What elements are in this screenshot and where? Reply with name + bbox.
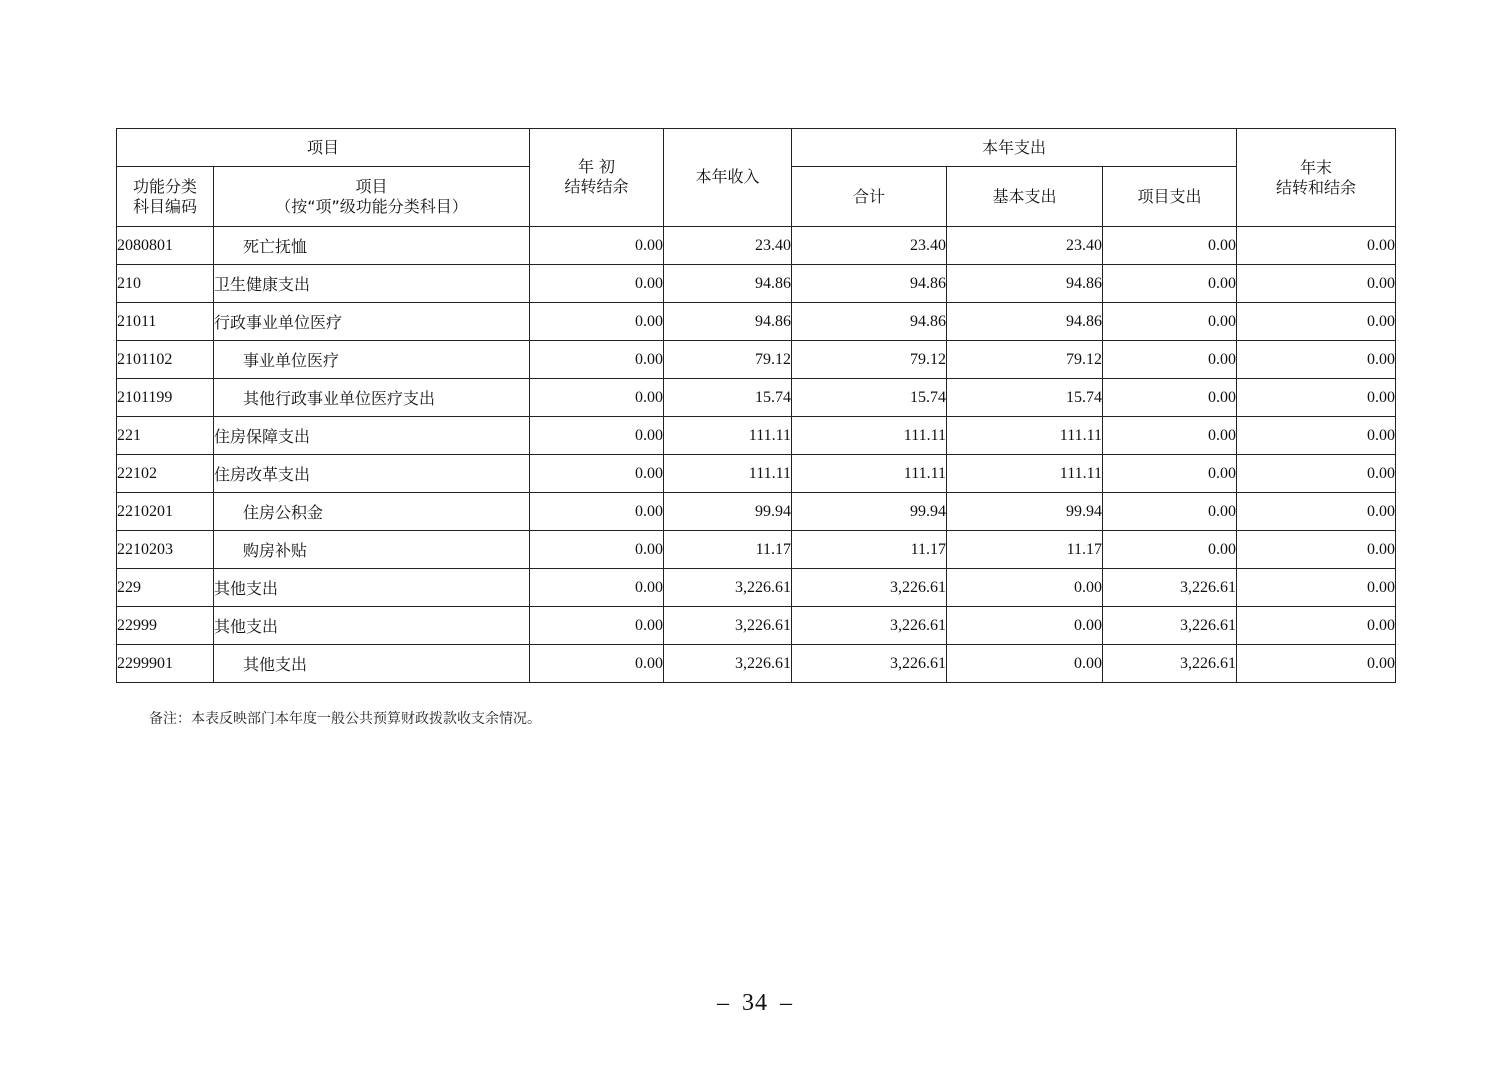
cell-project: 0.00 — [1103, 265, 1237, 303]
cell-end-balance: 0.00 — [1237, 417, 1396, 455]
cell-item-name: 住房改革支出 — [214, 455, 530, 493]
cell-item-name: 住房保障支出 — [214, 417, 530, 455]
cell-item-name: 事业单位医疗 — [214, 341, 530, 379]
cell-basic: 111.11 — [947, 417, 1103, 455]
cell-start-balance: 0.00 — [530, 645, 664, 683]
cell-total: 23.40 — [792, 227, 947, 265]
cell-income: 79.12 — [664, 341, 792, 379]
table-row — [117, 265, 1396, 303]
table-row — [117, 227, 1396, 265]
cell-end-balance: 0.00 — [1237, 493, 1396, 531]
table-row — [117, 493, 1396, 531]
cell-income: 111.11 — [664, 417, 792, 455]
table-row — [117, 569, 1396, 607]
cell-end-balance: 0.00 — [1237, 569, 1396, 607]
cell-income: 11.17 — [664, 531, 792, 569]
cell-total: 94.86 — [792, 303, 947, 341]
cell-start-balance: 0.00 — [530, 417, 664, 455]
cell-start-balance: 0.00 — [530, 379, 664, 417]
cell-item-name: 其他支出 — [214, 569, 530, 607]
cell-income: 94.86 — [664, 303, 792, 341]
cell-project: 3,226.61 — [1103, 607, 1237, 645]
cell-item-name: 其他行政事业单位医疗支出 — [214, 379, 530, 417]
cell-end-balance: 0.00 — [1237, 455, 1396, 493]
cell-start-balance: 0.00 — [530, 303, 664, 341]
cell-code: 22999 — [117, 607, 214, 645]
table-body — [117, 227, 1396, 683]
cell-code: 2080801 — [117, 227, 214, 265]
cell-basic: 99.94 — [947, 493, 1103, 531]
budget-table — [116, 128, 1396, 683]
cell-code: 2210203 — [117, 531, 214, 569]
cell-project: 0.00 — [1103, 341, 1237, 379]
cell-item-name: 死亡抚恤 — [214, 227, 530, 265]
cell-end-balance: 0.00 — [1237, 531, 1396, 569]
cell-income: 15.74 — [664, 379, 792, 417]
cell-item-name: 其他支出 — [214, 607, 530, 645]
cell-basic: 94.86 — [947, 265, 1103, 303]
table-row — [117, 455, 1396, 493]
page-number-value: 34 — [742, 990, 768, 1016]
cell-item-name: 卫生健康支出 — [214, 265, 530, 303]
cell-basic: 94.86 — [947, 303, 1103, 341]
header-project: 项目支出 — [1103, 167, 1237, 227]
header-expense-group: 本年支出 — [792, 129, 1237, 167]
cell-basic: 79.12 — [947, 341, 1103, 379]
table-row — [117, 341, 1396, 379]
cell-start-balance: 0.00 — [530, 607, 664, 645]
header-end-balance: 年末 结转和结余 — [1237, 129, 1396, 227]
cell-end-balance: 0.00 — [1237, 645, 1396, 683]
cell-start-balance: 0.00 — [530, 341, 664, 379]
table-row — [117, 417, 1396, 455]
cell-item-name: 其他支出 — [214, 645, 530, 683]
cell-end-balance: 0.00 — [1237, 607, 1396, 645]
cell-income: 3,226.61 — [664, 569, 792, 607]
cell-basic: 0.00 — [947, 645, 1103, 683]
header-item-name: 项目 （按“项”级功能分类科目） — [214, 167, 530, 227]
header-basic: 基本支出 — [947, 167, 1103, 227]
cell-total: 3,226.61 — [792, 569, 947, 607]
cell-project: 0.00 — [1103, 303, 1237, 341]
table-row — [117, 607, 1396, 645]
cell-total: 3,226.61 — [792, 645, 947, 683]
cell-end-balance: 0.00 — [1237, 303, 1396, 341]
cell-basic: 111.11 — [947, 455, 1103, 493]
table-row — [117, 379, 1396, 417]
cell-income: 94.86 — [664, 265, 792, 303]
table-header — [117, 129, 1396, 227]
cell-basic: 11.17 — [947, 531, 1103, 569]
page-number — [0, 990, 1510, 1017]
cell-basic: 23.40 — [947, 227, 1103, 265]
cell-item-name: 行政事业单位医疗 — [214, 303, 530, 341]
cell-basic: 0.00 — [947, 607, 1103, 645]
cell-end-balance: 0.00 — [1237, 227, 1396, 265]
cell-code: 221 — [117, 417, 214, 455]
cell-income: 99.94 — [664, 493, 792, 531]
page-dash-right: – — [780, 990, 793, 1016]
cell-project: 0.00 — [1103, 531, 1237, 569]
cell-code: 2101102 — [117, 341, 214, 379]
header-start-balance: 年 初 结转结余 — [530, 129, 664, 227]
cell-project: 0.00 — [1103, 227, 1237, 265]
cell-code: 21011 — [117, 303, 214, 341]
cell-total: 3,226.61 — [792, 607, 947, 645]
cell-basic: 15.74 — [947, 379, 1103, 417]
cell-start-balance: 0.00 — [530, 227, 664, 265]
cell-item-name: 购房补贴 — [214, 531, 530, 569]
cell-total: 79.12 — [792, 341, 947, 379]
cell-start-balance: 0.00 — [530, 265, 664, 303]
header-item-group: 项目 — [117, 129, 530, 167]
cell-start-balance: 0.00 — [530, 531, 664, 569]
cell-project: 0.00 — [1103, 379, 1237, 417]
cell-end-balance: 0.00 — [1237, 379, 1396, 417]
cell-end-balance: 0.00 — [1237, 341, 1396, 379]
header-income: 本年收入 — [664, 129, 792, 227]
cell-total: 99.94 — [792, 493, 947, 531]
cell-project: 0.00 — [1103, 455, 1237, 493]
table-row — [117, 531, 1396, 569]
cell-income: 111.11 — [664, 455, 792, 493]
cell-start-balance: 0.00 — [530, 569, 664, 607]
cell-project: 0.00 — [1103, 417, 1237, 455]
cell-total: 111.11 — [792, 455, 947, 493]
cell-code: 2101199 — [117, 379, 214, 417]
cell-code: 229 — [117, 569, 214, 607]
table-row — [117, 645, 1396, 683]
cell-code: 22102 — [117, 455, 214, 493]
table-row — [117, 303, 1396, 341]
cell-start-balance: 0.00 — [530, 493, 664, 531]
cell-total: 111.11 — [792, 417, 947, 455]
header-total: 合计 — [792, 167, 947, 227]
cell-income: 3,226.61 — [664, 607, 792, 645]
cell-code: 210 — [117, 265, 214, 303]
cell-basic: 0.00 — [947, 569, 1103, 607]
cell-income: 3,226.61 — [664, 645, 792, 683]
cell-start-balance: 0.00 — [530, 455, 664, 493]
cell-income: 23.40 — [664, 227, 792, 265]
cell-project: 3,226.61 — [1103, 569, 1237, 607]
table-note: 备注：本表反映部门本年度一般公共预算财政拨款收支余情况。 — [149, 711, 541, 727]
header-code: 功能分类 科目编码 — [117, 167, 214, 227]
cell-end-balance: 0.00 — [1237, 265, 1396, 303]
cell-code: 2299901 — [117, 645, 214, 683]
cell-total: 11.17 — [792, 531, 947, 569]
cell-item-name: 住房公积金 — [214, 493, 530, 531]
cell-project: 0.00 — [1103, 493, 1237, 531]
page-dash-left: – — [717, 990, 730, 1016]
cell-project: 3,226.61 — [1103, 645, 1237, 683]
cell-code: 2210201 — [117, 493, 214, 531]
cell-total: 94.86 — [792, 265, 947, 303]
cell-total: 15.74 — [792, 379, 947, 417]
